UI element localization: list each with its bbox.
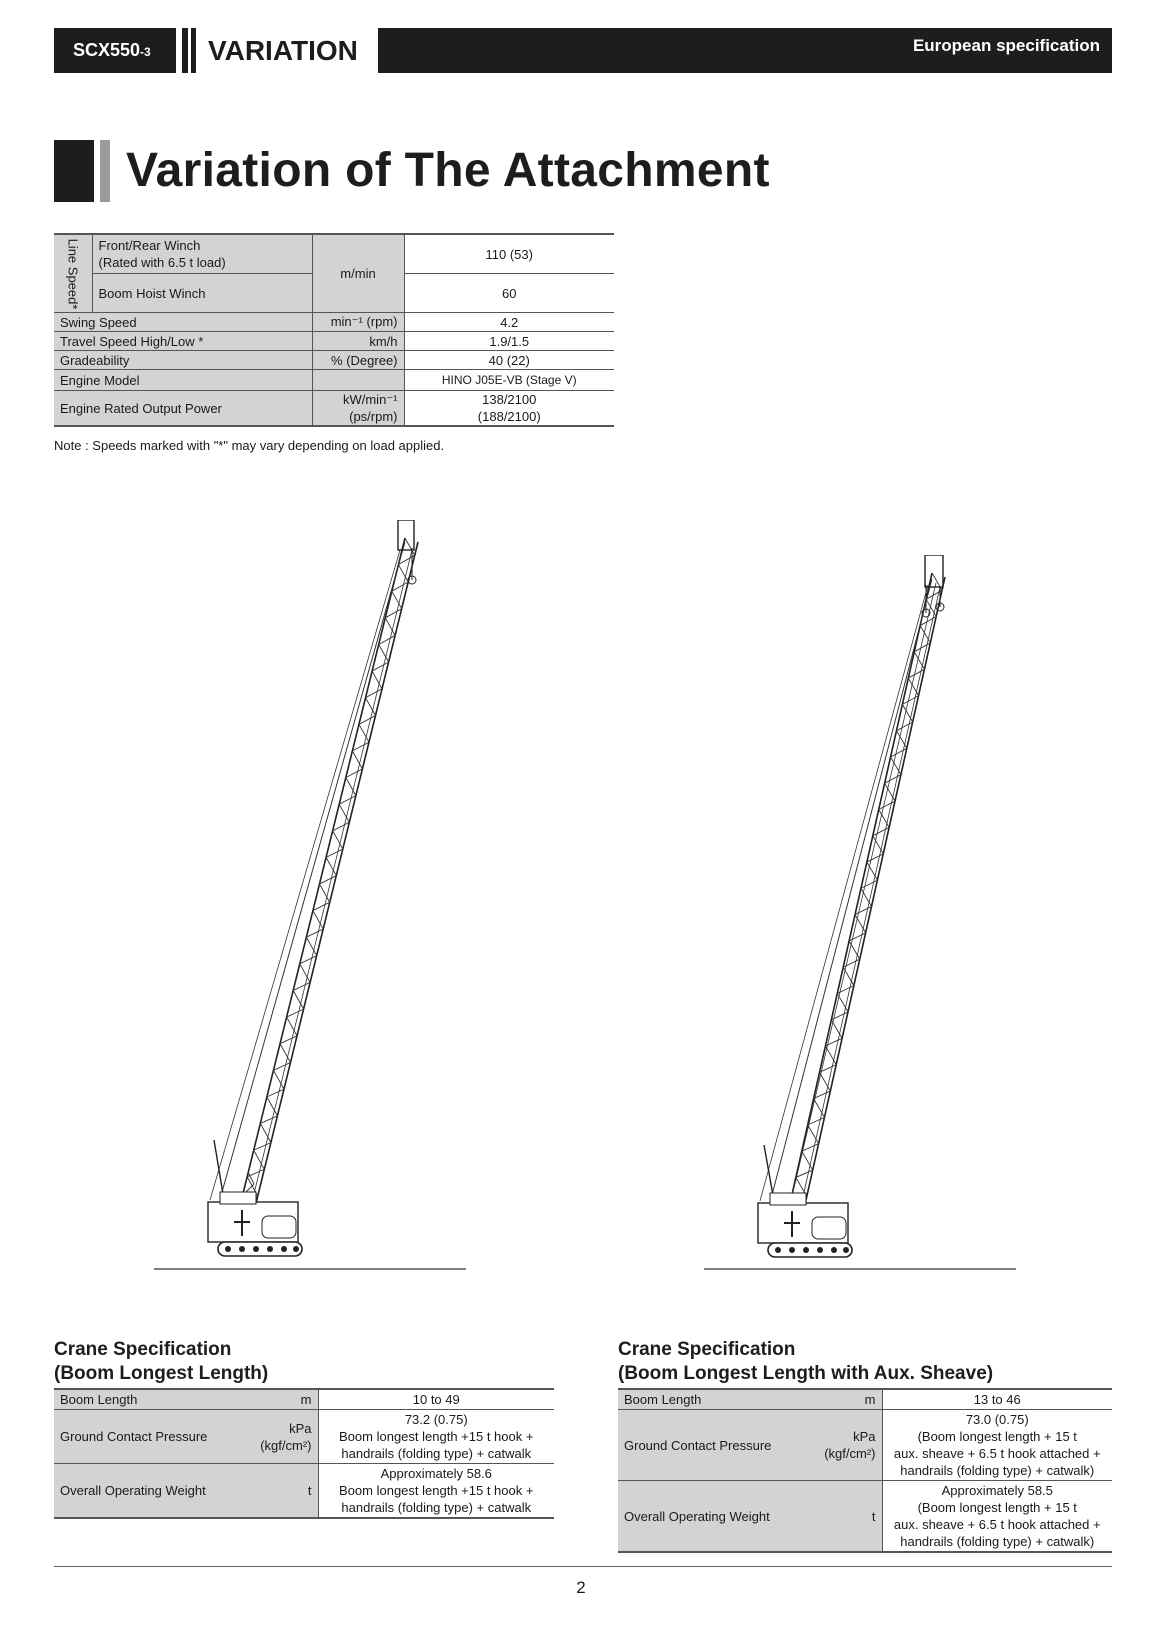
boom-length-unit: m bbox=[816, 1389, 882, 1410]
engine-model-label: Engine Model bbox=[54, 370, 312, 391]
value-line: 138/2100 bbox=[482, 392, 537, 407]
unit-line: kPa bbox=[289, 1420, 312, 1436]
title-line: (Boom Longest Length with Aux. Sheave) bbox=[618, 1363, 994, 1384]
table-row bbox=[54, 234, 614, 274]
boom-length-label: Boom Length bbox=[54, 1389, 252, 1410]
value-line: aux. sheave + 6.5 t hook attached + bbox=[893, 1517, 1101, 1532]
value-line: handrails (folding type) + catwalk) bbox=[900, 1463, 1095, 1478]
page-number: 2 bbox=[576, 1578, 586, 1597]
gcp-unit bbox=[816, 1410, 882, 1481]
table-row bbox=[54, 1389, 554, 1410]
footer-rule bbox=[54, 1566, 1112, 1567]
weight-label: Overall Operating Weight bbox=[618, 1481, 816, 1553]
table-row bbox=[54, 1410, 554, 1464]
value-line: handrails (folding type) + catwalk bbox=[341, 1446, 532, 1461]
boom-length-value: 10 to 49 bbox=[318, 1389, 554, 1410]
label-line: Front/Rear Winch bbox=[98, 238, 201, 253]
table-row bbox=[618, 1410, 1112, 1481]
title-block-dark bbox=[54, 140, 94, 202]
crane-illustration-boom bbox=[150, 520, 470, 1280]
unit-line: (kgf/cm²) bbox=[260, 1437, 312, 1453]
table-row bbox=[54, 332, 614, 351]
unit-line: kW/min⁻¹ bbox=[342, 392, 398, 407]
value-line: Boom longest length +15 t hook + bbox=[339, 1429, 534, 1444]
weight-unit: t bbox=[816, 1481, 882, 1553]
gcp-unit bbox=[252, 1410, 318, 1464]
swing-speed-unit: min⁻¹ (rpm) bbox=[312, 313, 404, 332]
travel-speed-value: 1.9/1.5 bbox=[404, 332, 614, 351]
line-speed-unit: m/min bbox=[312, 234, 404, 313]
front-rear-winch-value: 110 (53) bbox=[404, 234, 614, 274]
value-line: handrails (folding type) + catwalk bbox=[341, 1500, 532, 1515]
engine-power-label: Engine Rated Output Power bbox=[54, 391, 312, 427]
weight-label: Overall Operating Weight bbox=[54, 1464, 252, 1519]
page-title: Variation of The Attachment bbox=[126, 144, 770, 197]
gcp-label: Ground Contact Pressure bbox=[54, 1410, 252, 1464]
model-name: SCX550 bbox=[73, 40, 141, 60]
value-line: aux. sheave + 6.5 t hook attached + bbox=[893, 1446, 1101, 1461]
travel-speed-unit: km/h bbox=[312, 332, 404, 351]
engine-model-value: HINO J05E-VB (Stage V) bbox=[404, 370, 614, 391]
travel-speed-label: Travel Speed High/Low * bbox=[54, 332, 312, 351]
line-speed-text: Line Speed* bbox=[65, 238, 81, 309]
boom-length-value: 13 to 46 bbox=[882, 1389, 1112, 1410]
boom-hoist-value: 60 bbox=[404, 274, 614, 313]
crane-illustration-aux-sheave bbox=[700, 555, 1020, 1280]
weight-value bbox=[318, 1464, 554, 1519]
unit-line: (kgf/cm²) bbox=[824, 1446, 876, 1461]
table-row bbox=[618, 1481, 1112, 1553]
model-suffix: -3 bbox=[140, 45, 151, 59]
table-row bbox=[54, 391, 614, 427]
value-line: Approximately 58.5 bbox=[941, 1483, 1053, 1498]
title-line: Crane Specification bbox=[54, 1339, 232, 1360]
gcp-label: Ground Contact Pressure bbox=[618, 1410, 816, 1481]
left-spec-title bbox=[54, 1338, 268, 1386]
engine-model-unit bbox=[312, 370, 404, 391]
value-line: 73.2 (0.75) bbox=[404, 1412, 468, 1427]
region-label: European specification bbox=[378, 28, 1112, 73]
table-row bbox=[618, 1389, 1112, 1410]
right-spec-table bbox=[618, 1388, 1112, 1553]
value-line: handrails (folding type) + catwalk) bbox=[900, 1534, 1095, 1549]
boom-hoist-label: Boom Hoist Winch bbox=[92, 274, 312, 313]
speed-note: Note : Speeds marked with "*" may vary depending on load applied. bbox=[54, 438, 445, 453]
weight-value bbox=[882, 1481, 1112, 1553]
value-line: (188/2100) bbox=[477, 409, 541, 424]
boom-length-unit: m bbox=[252, 1389, 318, 1410]
engine-power-unit bbox=[312, 391, 404, 427]
title-block-grey bbox=[100, 140, 110, 202]
table-row bbox=[54, 370, 614, 391]
gradeability-value: 40 (22) bbox=[404, 351, 614, 370]
title-line: Crane Specification bbox=[618, 1339, 796, 1360]
weight-unit: t bbox=[252, 1464, 318, 1519]
value-line: 73.0 (0.75) bbox=[965, 1412, 1029, 1427]
header-divider-bars bbox=[182, 28, 196, 73]
front-rear-winch-label bbox=[92, 234, 312, 274]
swing-speed-value: 4.2 bbox=[404, 313, 614, 332]
value-line: (Boom longest length + 15 t bbox=[917, 1429, 1077, 1444]
left-spec-table bbox=[54, 1388, 554, 1519]
unit-line: (ps/rpm) bbox=[349, 409, 398, 424]
table-row bbox=[54, 313, 614, 332]
section-title: VARIATION bbox=[208, 35, 358, 66]
value-line: (Boom longest length + 15 t bbox=[917, 1500, 1077, 1515]
boom-length-label: Boom Length bbox=[618, 1389, 816, 1410]
gcp-value bbox=[318, 1410, 554, 1464]
gradeability-unit: % (Degree) bbox=[312, 351, 404, 370]
line-speed-label bbox=[54, 234, 92, 313]
swing-speed-label: Swing Speed bbox=[54, 313, 312, 332]
page-header bbox=[54, 28, 1112, 73]
table-row bbox=[54, 351, 614, 370]
title-line: (Boom Longest Length) bbox=[54, 1363, 269, 1384]
unit-line: kPa bbox=[853, 1429, 876, 1444]
table-row bbox=[54, 1464, 554, 1519]
value-line: Approximately 58.6 bbox=[380, 1466, 492, 1481]
label-line: (Rated with 6.5 t load) bbox=[98, 255, 226, 270]
value-line: Boom longest length +15 t hook + bbox=[339, 1483, 534, 1498]
gradeability-label: Gradeability bbox=[54, 351, 312, 370]
spec-table bbox=[54, 233, 614, 427]
model-badge bbox=[54, 28, 176, 73]
gcp-value bbox=[882, 1410, 1112, 1481]
engine-power-value bbox=[404, 391, 614, 427]
right-spec-title bbox=[618, 1338, 993, 1386]
